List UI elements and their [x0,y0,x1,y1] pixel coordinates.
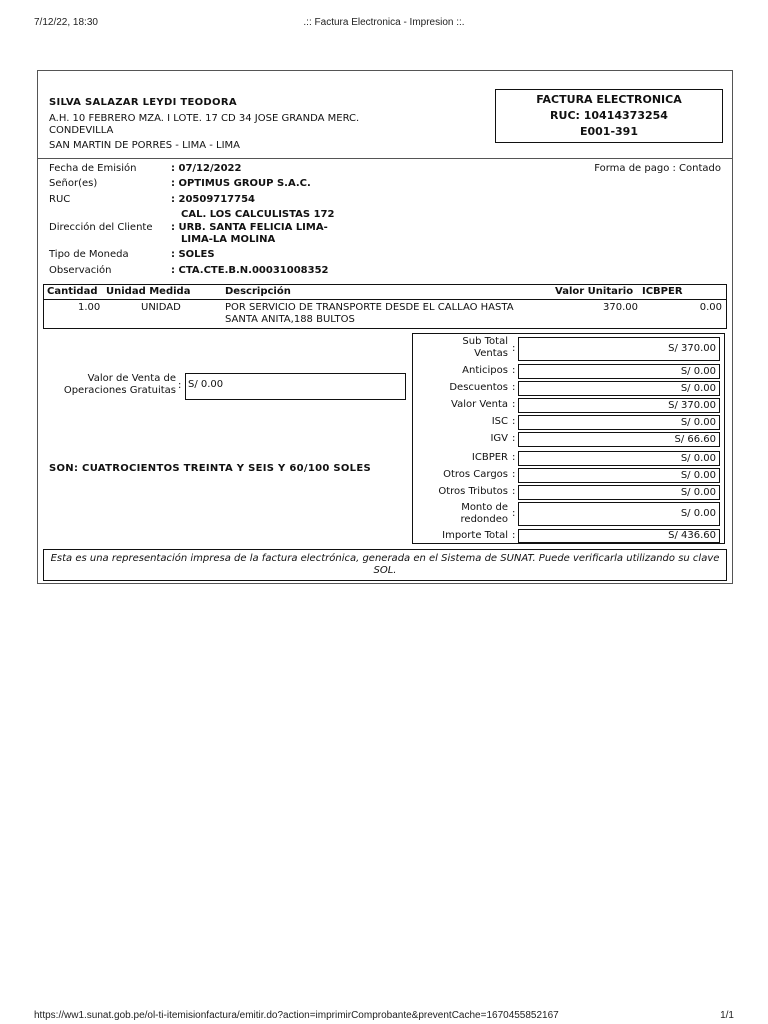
issuer-address-2: CONDEVILLA [49,125,114,136]
importe-total-value: S/ 436.60 [518,529,720,543]
row-valor-unitario: 370.00 [603,302,638,313]
gratuitas-label-2: Operaciones Gratuitas [63,385,176,396]
gratuitas-label-1: Valor de Venta de [87,373,176,384]
gratuitas-value: S/ 0.00 [185,373,406,400]
descuentos-value: S/ 0.00 [518,381,720,396]
senor-label: Señor(es) [49,178,98,189]
valor-venta-label: Valor Venta [451,399,508,410]
divider [38,158,732,159]
isc-label: ISC [491,416,508,427]
print-footer [34,1010,734,1021]
direccion-value-1: CAL. LOS CALCULISTAS 172 [181,209,335,220]
otros-cargos-label: Otros Cargos [443,469,508,480]
amount-in-words: SON: CUATROCIENTOS TREINTA Y SEIS Y 60/100 SOLES [49,463,371,474]
print-url: https://ww1.sunat.gob.pe/ol-ti-itemisionfactura/emitir.do?action=imprimirComprobante&preventCache=1670455852167 [34,1010,559,1021]
items-header-divider [44,299,726,300]
subtotal-label [462,336,508,360]
icbper-label: ICBPER [471,452,508,463]
row-descripcion-1: POR SERVICIO DE TRANSPORTE DESDE EL CALLAO HASTA [225,302,514,313]
header-descripcion: Descripción [225,286,291,297]
otros-tributos-value: S/ 0.00 [518,485,720,500]
moneda-value: : SOLES [171,249,215,260]
valor-venta-value: S/ 370.00 [518,398,720,413]
sunat-note: Esta es una representación impresa de la factura electrónica, generada en el Sistema de SUNAT. Puede verificarla utilizando su clave SOL. [43,549,727,581]
print-datetime: 7/12/22, 18:30 [34,17,98,28]
fecha-value: : 07/12/2022 [171,163,242,174]
print-page-title: .:: Factura Electronica - Impresion ::. [303,17,465,28]
direccion-value-3: LIMA-LA MOLINA [181,234,276,245]
row-unidad: UNIDAD [141,302,181,313]
anticipos-label: Anticipos [462,365,508,376]
descuentos-label: Descuentos [449,382,508,393]
document-ruc: RUC: 10414373254 [550,109,668,122]
header-valor-unitario: Valor Unitario [555,286,634,297]
colon: : [512,508,516,519]
observacion-value: : CTA.CTE.B.N.00031008352 [171,265,329,276]
row-cantidad: 1.00 [78,302,101,313]
igv-value: S/ 66.60 [518,432,720,447]
otros-tributos-label: Otros Tributos [438,486,508,497]
icbper-value: S/ 0.00 [518,451,720,466]
subtotal-value: S/ 370.00 [518,337,720,361]
print-page-number: 1/1 [720,1010,734,1021]
issuer-name: SILVA SALAZAR LEYDI TEODORA [49,97,237,108]
gratuitas-colon: : [178,380,182,391]
redondeo-label [461,502,508,526]
document-type: FACTURA ELECTRONICA [536,93,682,106]
redondeo-label-1: Monto de [461,502,508,513]
issuer-address-1: A.H. 10 FEBRERO MZA. I LOTE. 17 CD 34 JOSE GRANDA MERC. [49,113,360,124]
importe-total-label: Importe Total [442,530,508,541]
subtotal-label-2: Ventas [474,348,508,359]
header-icbper: ICBPER [642,286,683,297]
issuer-address-3: SAN MARTIN DE PORRES - LIMA - LIMA [49,140,241,151]
igv-label: IGV [490,433,508,444]
observacion-label: Observación [49,265,112,276]
ruc-label: RUC [49,194,71,205]
totals-table [412,333,725,544]
otros-cargos-value: S/ 0.00 [518,468,720,483]
colon: : [512,365,516,376]
direccion-value-2: : URB. SANTA FELICIA LIMA- [171,222,328,233]
direccion-label: Dirección del Cliente [49,222,153,233]
colon: : [512,343,516,354]
colon: : [512,416,516,427]
document-number: E001-391 [579,125,638,138]
colon: : [512,433,516,444]
ruc-value: : 20509717754 [171,194,256,205]
anticipos-value: S/ 0.00 [518,364,720,379]
subtotal-label-1: Sub Total [462,336,508,347]
colon: : [512,469,516,480]
colon: : [512,530,516,541]
header-cantidad: Cantidad [47,286,98,297]
senor-value: : OPTIMUS GROUP S.A.C. [171,178,311,189]
colon: : [512,486,516,497]
colon: : [512,382,516,393]
row-descripcion-2: SANTA ANITA,188 BULTOS [225,314,355,325]
redondeo-label-2: redondeo [460,514,508,525]
moneda-label: Tipo de Moneda [49,249,129,260]
colon: : [512,399,516,410]
gratuitas-label [52,373,176,397]
items-table [43,284,727,329]
forma-pago: Forma de pago : Contado [594,163,721,174]
document-box [495,89,723,143]
header-unidad: Unidad Medida [106,286,191,297]
fecha-label: Fecha de Emisión [49,163,137,174]
redondeo-value: S/ 0.00 [518,502,720,526]
invoice [37,70,733,584]
isc-value: S/ 0.00 [518,415,720,430]
row-icbper: 0.00 [699,302,722,313]
colon: : [512,452,516,463]
